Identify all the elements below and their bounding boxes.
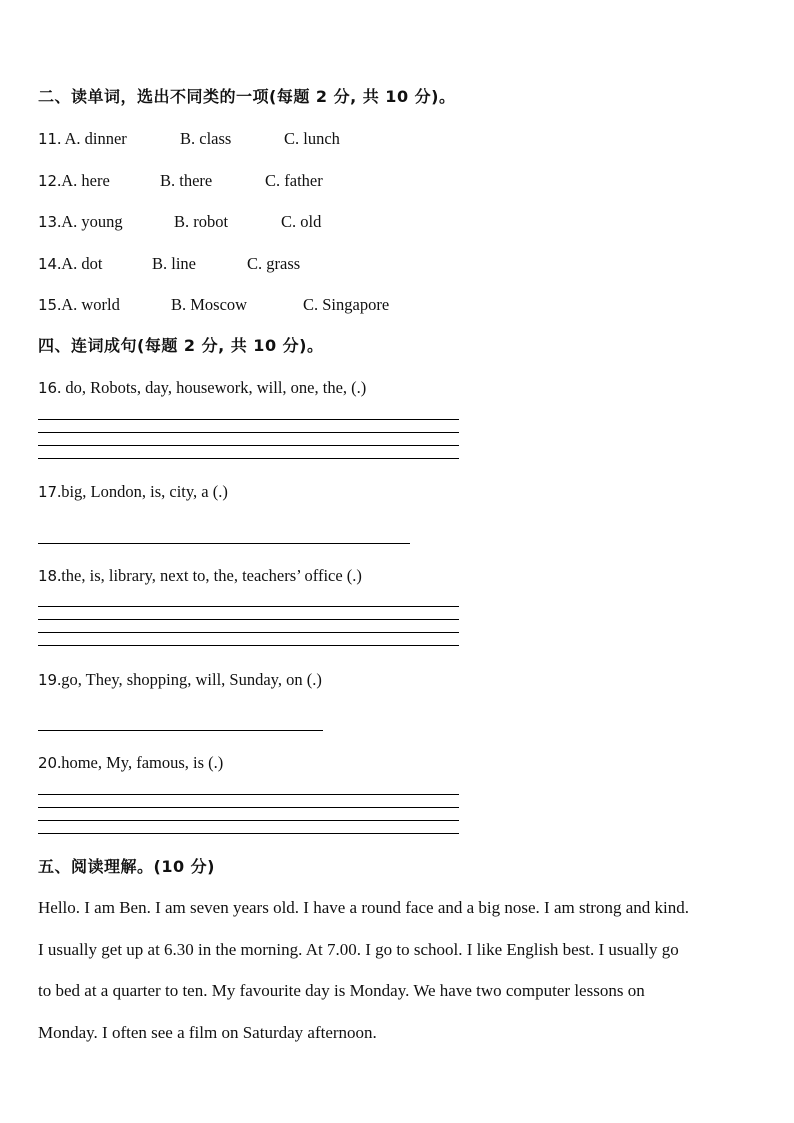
- passage-line-2: I usually get up at 6.30 in the morning. At 7.00. I go to school. I like English best. I usually go: [38, 940, 679, 959]
- option-a: A. young: [61, 212, 123, 231]
- answer-line: [38, 820, 459, 821]
- question-number: 20: [38, 754, 58, 772]
- option-c: C. lunch: [284, 129, 340, 148]
- question-number: 14: [38, 255, 58, 273]
- question-13: 13.A. young B. robot C. old: [38, 212, 322, 231]
- option-a: A. dot: [61, 254, 103, 273]
- question-11: 11. A. dinner B. class C. lunch: [38, 129, 340, 148]
- option-b: B. class: [180, 129, 232, 148]
- question-text: .big, London, is, city, a (.): [57, 482, 228, 501]
- option-b: B. robot: [174, 212, 229, 231]
- section-4-heading: 四、连词成句(每题 2 分, 共 10 分)。: [38, 336, 324, 355]
- question-number: 15: [38, 296, 58, 314]
- option-c: C. father: [265, 171, 323, 190]
- answer-line: [38, 619, 459, 620]
- answer-line: [38, 458, 459, 459]
- question-number: 13: [38, 213, 58, 231]
- question-number: 16: [38, 379, 58, 397]
- question-14: 14.A. dot B. line C. grass: [38, 254, 301, 273]
- option-a: A. world: [61, 295, 120, 314]
- question-number: 18: [38, 567, 58, 585]
- option-c: C. Singapore: [303, 295, 390, 314]
- question-number: 17: [38, 483, 58, 501]
- passage-line-3: to bed at a quarter to ten. My favourite day is Monday. We have two computer lessons on: [38, 981, 645, 1000]
- answer-line: [38, 445, 459, 446]
- answer-line: [38, 543, 410, 544]
- question-19: [38, 670, 322, 690]
- question-text: .go, They, shopping, will, Sunday, on (.): [57, 670, 322, 689]
- question-16: [38, 378, 366, 398]
- answer-line: [38, 833, 459, 834]
- question-text: .home, My, famous, is (.): [57, 753, 224, 772]
- answer-line: [38, 419, 459, 420]
- question-number: 12: [38, 172, 58, 190]
- question-text: . do, Robots, day, housework, will, one, the, (.): [57, 378, 367, 397]
- answer-line: [38, 632, 459, 633]
- option-b: B. there: [160, 171, 213, 190]
- section-5-heading: 五、阅读理解。(10 分): [38, 857, 215, 876]
- option-c: C. grass: [247, 254, 301, 273]
- answer-line: [38, 807, 459, 808]
- answer-line: [38, 730, 323, 731]
- question-number: 19: [38, 671, 58, 689]
- answer-line: [38, 606, 459, 607]
- option-a: A. dinner: [64, 129, 127, 148]
- question-15: 15.A. world B. Moscow C. Singapore: [38, 295, 390, 314]
- question-12: 12.A. here B. there C. father: [38, 171, 323, 190]
- question-text: .the, is, library, next to, the, teachers’ office (.): [57, 566, 362, 585]
- section-2-heading: 二、读单词，选出不同类的一项(每题 2 分, 共 10 分)。: [38, 87, 456, 106]
- option-b: B. line: [152, 254, 196, 273]
- passage-line-1: Hello. I am Ben. I am seven years old. I have a round face and a big nose. I am strong and kind.: [38, 898, 689, 917]
- option-a: A. here: [61, 171, 110, 190]
- question-18: [38, 566, 362, 586]
- answer-line: [38, 432, 459, 433]
- option-c: C. old: [281, 212, 322, 231]
- answer-line: [38, 645, 459, 646]
- question-20: [38, 753, 223, 773]
- option-b: B. Moscow: [171, 295, 248, 314]
- answer-line: [38, 794, 459, 795]
- question-17: [38, 482, 228, 502]
- question-number: 11: [38, 130, 58, 148]
- passage-line-4: Monday. I often see a film on Saturday afternoon.: [38, 1023, 377, 1042]
